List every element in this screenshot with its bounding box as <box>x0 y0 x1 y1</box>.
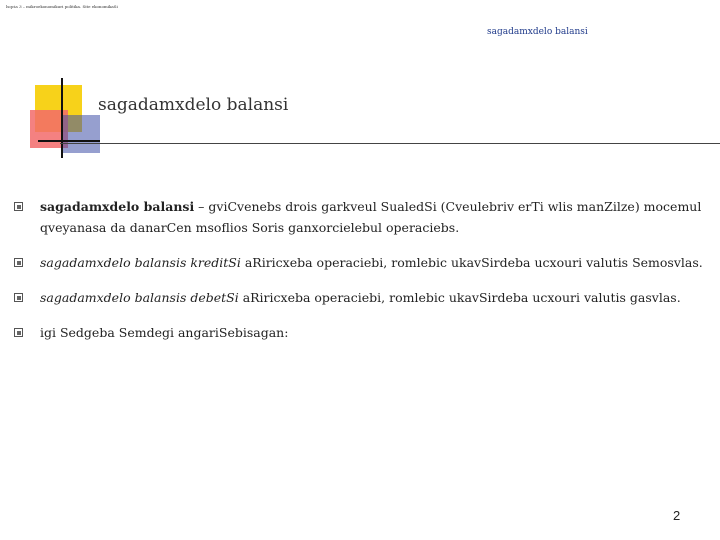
bullet-text: igi Sedgeba Semdegi angariSebisagan: <box>40 325 289 340</box>
bullet-item <box>14 252 714 273</box>
bullet-list <box>14 196 714 357</box>
bullet-term: sagadamxdelo balansi <box>40 199 195 214</box>
title-divider <box>60 143 720 144</box>
bullet-box-icon <box>14 202 23 211</box>
bullet-box-icon <box>14 328 23 337</box>
header-left-text: lsqcia 3 – mikroekonomikuri politika. Site ekonomikaSi <box>6 4 118 9</box>
header-right-text: sagadamxdelo balansi <box>487 27 588 37</box>
bullet-item <box>14 322 714 343</box>
bullet-text: aRiricxeba operaciebi, romlebic ukavSirdeba ucxouri valutis Semosvlas. <box>240 255 703 270</box>
bullet-item <box>14 196 714 238</box>
vertical-rule <box>61 78 63 158</box>
bullet-box-icon <box>14 258 23 267</box>
decorative-logo <box>30 78 100 158</box>
horizontal-rule <box>38 140 100 142</box>
bullet-italic: sagadamxdelo balansis kreditSi <box>40 255 241 270</box>
page-number: 2 <box>673 508 681 523</box>
bullet-italic: sagadamxdelo balansis debetSi <box>40 290 239 305</box>
bullet-item <box>14 287 714 308</box>
bullet-text: aRiricxeba operaciebi, romlebic ukavSirdeba ucxouri valutis gasvlas. <box>238 290 681 305</box>
bullet-text: – gviCvenebs drois garkveul SualedSi (Cveulebriv erTi wlis manZilze) mocemul qveyanasa da danarCen msoflios Soris ganxorcielebul operaciebs. <box>40 199 702 235</box>
bullet-box-icon <box>14 293 23 302</box>
blue-square <box>62 115 100 153</box>
slide-title: sagadamxdelo balansi <box>98 95 289 115</box>
